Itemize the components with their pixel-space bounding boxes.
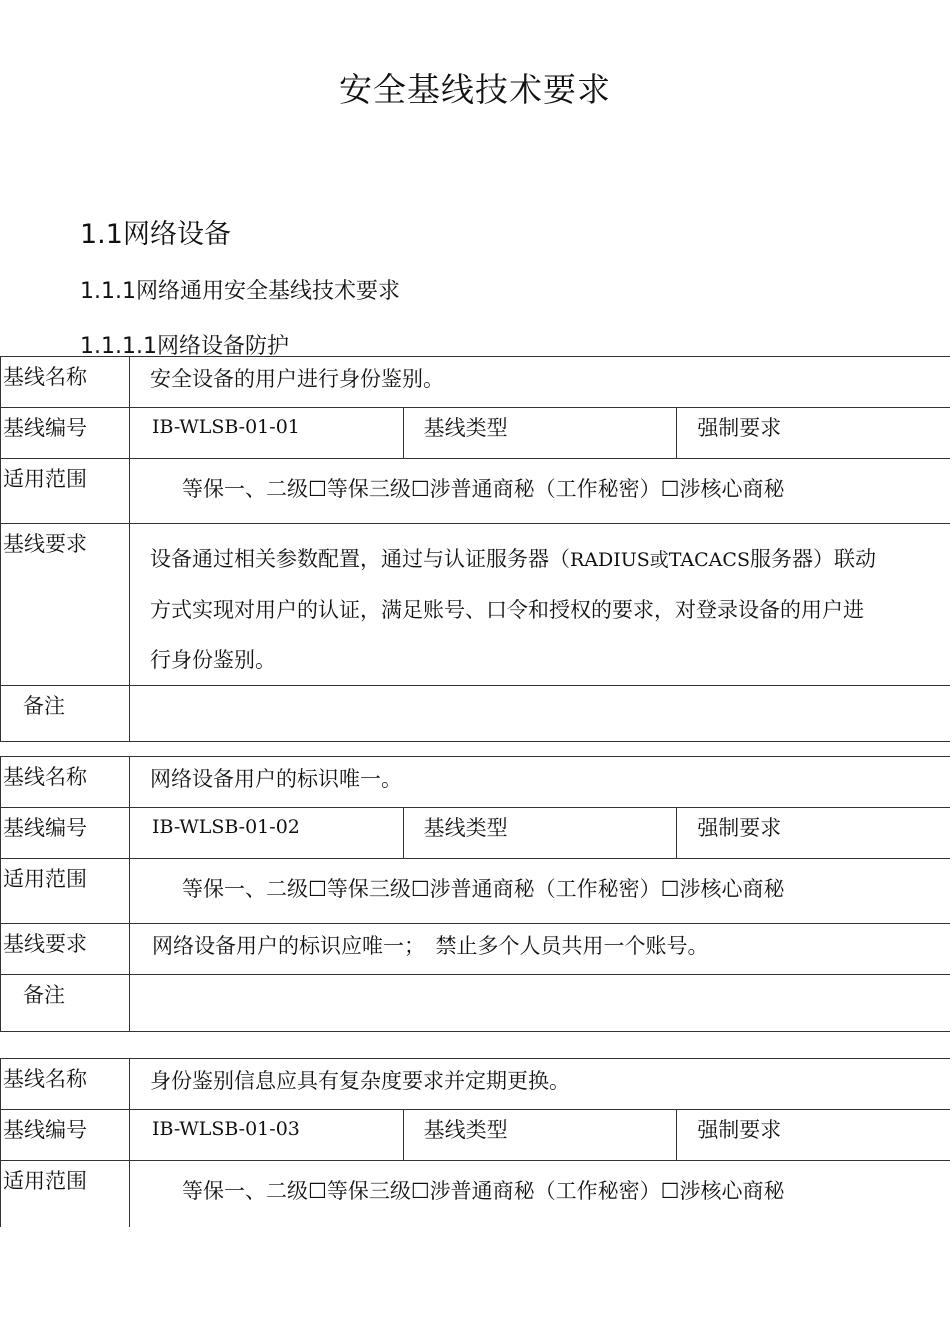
- subsection-heading: 1.1.1网络通用安全基线技术要求: [80, 279, 400, 304]
- code-label: 基线编号: [1, 808, 130, 859]
- scope-label: 适用范围: [1, 459, 130, 524]
- baseline-scope: 等保一、二级☐等保三级☐涉普通商秘（工作秘密）☐涉核心商秘: [130, 459, 950, 524]
- section-heading: 1.1网络设备: [80, 219, 231, 250]
- baseline-scope: 等保一、二级☐等保三级☐涉普通商秘（工作秘密）☐涉核心商秘: [130, 1161, 950, 1227]
- type-label: 基线类型: [403, 408, 677, 459]
- requirement-line-2: 方式实现对用户的认证，满足账号、口令和授权的要求，对登录设备的用户进: [150, 598, 864, 622]
- scope-label: 适用范围: [1, 1161, 130, 1227]
- baseline-name: 身份鉴别信息应具有复杂度要求并定期更换。: [130, 1059, 950, 1110]
- baseline-type: 强制要求: [677, 808, 950, 859]
- note-label: 备注: [1, 975, 130, 1032]
- document-title: 安全基线技术要求: [339, 70, 611, 109]
- baseline-code: IB-WLSB-01-02: [130, 808, 404, 859]
- scope-label: 适用范围: [1, 859, 130, 924]
- requirement-label: 基线要求: [1, 924, 130, 975]
- baseline-scope: 等保一、二级☐等保三级☐涉普通商秘（工作秘密）☐涉核心商秘: [130, 859, 950, 924]
- requirement-line-1: 设备通过相关参数配置，通过与认证服务器（RADIUS或TACACS服务器）联动: [150, 547, 876, 571]
- baseline-note: [130, 975, 950, 1032]
- baseline-requirement: 网络设备用户的标识应唯一； 禁止多个人员共用一个账号。: [130, 924, 950, 975]
- code-label: 基线编号: [1, 1110, 130, 1161]
- baseline-table-3: [0, 1058, 950, 1227]
- baseline-code: IB-WLSB-01-01: [130, 408, 404, 459]
- name-label: 基线名称: [1, 357, 130, 408]
- baseline-table-1: [0, 356, 950, 742]
- baseline-note: [130, 686, 950, 742]
- baseline-requirement: [130, 524, 950, 686]
- name-label: 基线名称: [1, 1059, 130, 1110]
- requirement-label: 基线要求: [1, 524, 130, 686]
- type-label: 基线类型: [403, 1110, 677, 1161]
- type-label: 基线类型: [403, 808, 677, 859]
- baseline-type: 强制要求: [677, 1110, 950, 1161]
- baseline-table-2: [0, 756, 950, 1032]
- baseline-type: 强制要求: [677, 408, 950, 459]
- subsubsection-heading: 1.1.1.1网络设备防护: [80, 334, 289, 359]
- name-label: 基线名称: [1, 757, 130, 808]
- baseline-name: 网络设备用户的标识唯一。: [130, 757, 950, 808]
- requirement-line-3: 行身份鉴别。: [150, 648, 276, 672]
- baseline-name: 安全设备的用户进行身份鉴别。: [130, 357, 950, 408]
- code-label: 基线编号: [1, 408, 130, 459]
- baseline-code: IB-WLSB-01-03: [130, 1110, 404, 1161]
- note-label: 备注: [1, 686, 130, 742]
